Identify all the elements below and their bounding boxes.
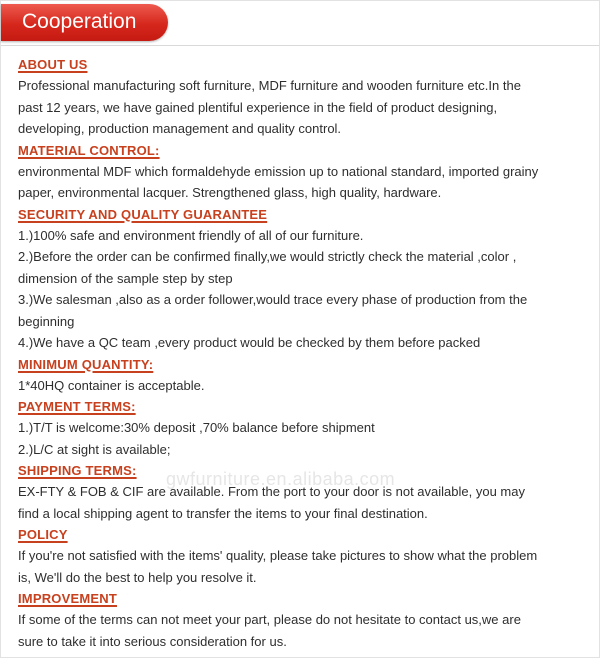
section-line: EX-FTY & FOB & CIF are available. From the port to your door is not available, you may [18, 484, 525, 499]
section-line: Professional manufacturing soft furniture, MDF furniture and wooden furniture etc.In the [18, 78, 521, 93]
section-security-quality [18, 204, 592, 354]
section-heading: IMPROVEMENT [18, 591, 117, 606]
section-heading: MINIMUM QUANTITY: [18, 356, 154, 372]
section-improvement [18, 588, 592, 652]
section-material-control [18, 140, 592, 204]
section-line: dimension of the sample step by step [18, 270, 233, 286]
section-heading: MATERIAL CONTROL: [18, 142, 160, 158]
section-heading: SECURITY AND QUALITY GUARANTEE [18, 206, 268, 222]
section-line: 4.)We have a QC team ,every product would be checked by them before packed [18, 335, 481, 350]
section-line: is, We'll do the best to help you resolve it. [18, 569, 257, 585]
section-line: 1*40HQ container is acceptable. [18, 377, 205, 393]
section-payment-terms [18, 396, 592, 460]
section-heading: SHIPPING TERMS: [18, 463, 137, 478]
section-line: If some of the terms can not meet your part, please do not hesitate to contact us,we are [18, 612, 521, 627]
section-line: 3.)We salesman ,also as a order follower,would trace every phase of production from the [18, 292, 528, 307]
section-heading: POLICY [18, 527, 68, 542]
section-minimum-quantity [18, 354, 592, 397]
section-policy [18, 524, 592, 588]
section-line: If you're not satisfied with the items' quality, please take pictures to show what the problem [18, 548, 538, 563]
section-line: developing, production management and quality control. [18, 121, 342, 136]
page-title: Cooperation [22, 10, 137, 33]
watermark: gwfurniture.en.alibaba.com [166, 469, 396, 489]
content [18, 54, 592, 652]
cooperation-header-tab [1, 4, 168, 41]
section-shipping-terms [18, 460, 592, 524]
section-line: past 12 years, we have gained plentiful experience in the field of product designing, [18, 99, 498, 115]
section-line: sure to take it into serious consideration for us. [18, 633, 287, 649]
section-heading: PAYMENT TERMS: [18, 399, 136, 414]
section-line: find a local shipping agent to transfer the items to your final destination. [18, 505, 428, 521]
section-heading: ABOUT US [18, 57, 88, 72]
section-about-us [18, 54, 592, 140]
section-line: 1.)100% safe and environment friendly of all of our furniture. [18, 227, 364, 243]
section-line: 1.)T/T is welcome:30% deposit ,70% balance before shipment [18, 420, 375, 435]
section-line: 2.)L/C at sight is available; [18, 441, 171, 457]
header-divider [1, 45, 599, 46]
section-line: beginning [18, 313, 75, 329]
section-line: paper, environmental lacquer. Strengthened glass, high quality, hardware. [18, 185, 442, 200]
section-line: environmental MDF which formaldehyde emission up to national standard, imported grainy [18, 163, 539, 179]
section-line: 2.)Before the order can be confirmed finally,we would strictly check the material ,color , [18, 249, 517, 264]
